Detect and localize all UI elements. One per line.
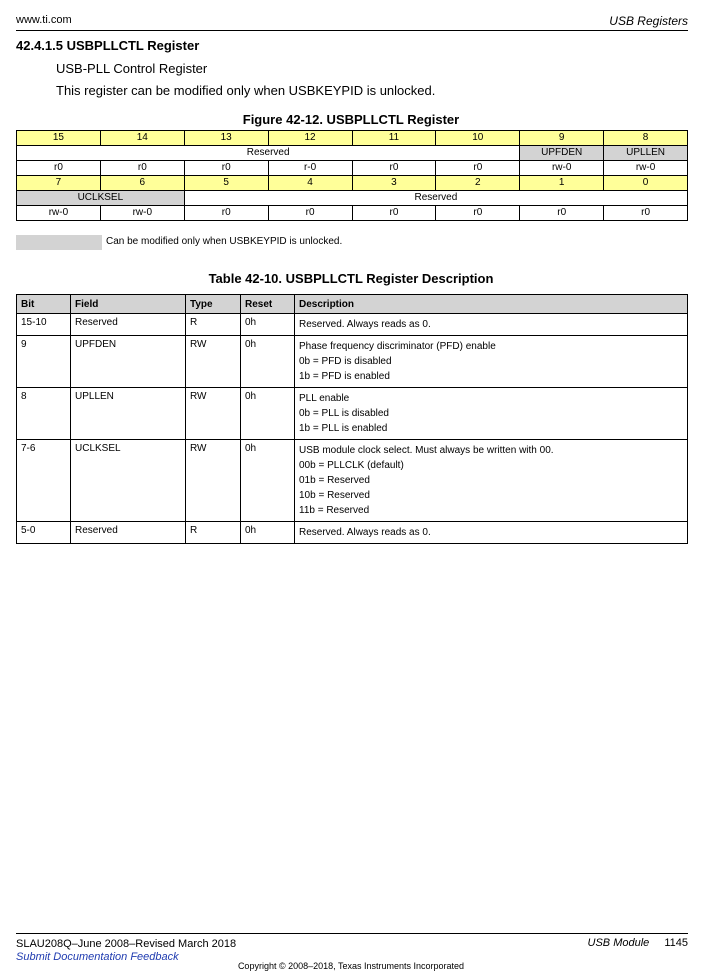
register-diagram	[16, 130, 688, 221]
bit-number: 13	[184, 131, 268, 146]
upper-bit-numbers-row	[17, 131, 688, 146]
bit-number: 15	[17, 131, 101, 146]
description-line: Reserved. Always reads as 0.	[299, 527, 431, 538]
header-bit: Bit	[17, 295, 71, 314]
bit-number: 12	[268, 131, 352, 146]
reset-cell: 0h	[241, 388, 295, 440]
description-line: 1b = PLL is enabled	[299, 423, 388, 434]
description-cell	[295, 388, 688, 440]
table-row	[17, 336, 688, 388]
description-cell	[295, 522, 688, 544]
field-upllen: UPLLEN	[604, 146, 688, 161]
field-cell: UPLLEN	[71, 388, 186, 440]
bit-number: 9	[520, 131, 604, 146]
bit-cell: 9	[17, 336, 71, 388]
access-type: r0	[436, 161, 520, 176]
description-line: 10b = Reserved	[299, 490, 370, 501]
reset-cell: 0h	[241, 314, 295, 336]
access-type: r0	[520, 206, 604, 221]
description-line: 01b = Reserved	[299, 475, 370, 486]
description-line: 1b = PFD is enabled	[299, 371, 390, 382]
bit-cell: 7-6	[17, 440, 71, 522]
bit-number: 2	[436, 176, 520, 191]
legend-text: Can be modified only when USBKEYPID is unlocked.	[106, 236, 343, 247]
footer-right	[588, 937, 688, 949]
bit-number: 11	[352, 131, 436, 146]
feedback-link[interactable]: Submit Documentation Feedback	[16, 951, 179, 963]
access-type: r-0	[268, 161, 352, 176]
access-type: r0	[184, 161, 268, 176]
field-upfden: UPFDEN	[520, 146, 604, 161]
type-cell: RW	[186, 336, 241, 388]
description-cell	[295, 314, 688, 336]
bit-cell: 5-0	[17, 522, 71, 544]
description-line: 0b = PFD is disabled	[299, 356, 392, 367]
bit-number: 3	[352, 176, 436, 191]
field-uclksel: UCLKSEL	[17, 191, 185, 206]
description-line: 0b = PLL is disabled	[299, 408, 389, 419]
bit-cell: 15-10	[17, 314, 71, 336]
running-header: USB Registers	[609, 14, 688, 28]
table-row	[17, 522, 688, 544]
access-type: rw-0	[520, 161, 604, 176]
bit-number: 1	[520, 176, 604, 191]
field-reserved-upper: Reserved	[17, 146, 520, 161]
reset-cell: 0h	[241, 440, 295, 522]
lower-fields-row	[17, 191, 688, 206]
table-title: Table 42-10. USBPLLCTL Register Description	[208, 271, 494, 286]
type-cell: R	[186, 522, 241, 544]
table-row	[17, 314, 688, 336]
access-type: r0	[604, 206, 688, 221]
description-line: 11b = Reserved	[299, 505, 370, 516]
document-id: SLAU208Q–June 2008–Revised March 2018	[16, 938, 237, 950]
upper-fields-row	[17, 146, 688, 161]
field-cell: Reserved	[71, 522, 186, 544]
legend-swatch	[16, 235, 102, 250]
access-type: r0	[100, 161, 184, 176]
table-header-row	[17, 295, 688, 314]
bit-number: 10	[436, 131, 520, 146]
figure-title: Figure 42-12. USBPLLCTL Register	[242, 112, 460, 127]
lower-access-row	[17, 206, 688, 221]
access-type: r0	[352, 206, 436, 221]
description-cell	[295, 440, 688, 522]
description-line: Reserved. Always reads as 0.	[299, 319, 431, 330]
description-line: USB module clock select. Must always be written with 00.	[299, 445, 554, 456]
bit-number: 5	[184, 176, 268, 191]
register-description-table	[16, 294, 688, 544]
section-title: 42.4.1.5 USBPLLCTL Register	[16, 38, 200, 53]
access-type: r0	[436, 206, 520, 221]
access-type: r0	[268, 206, 352, 221]
section-note: This register can be modified only when USBKEYPID is unlocked.	[56, 83, 436, 98]
section-description: USB-PLL Control Register	[56, 61, 208, 76]
page-number: 1145	[664, 937, 688, 949]
access-type: rw-0	[100, 206, 184, 221]
bit-number: 4	[268, 176, 352, 191]
reset-cell: 0h	[241, 522, 295, 544]
document-title: USB Module	[587, 937, 650, 949]
table-row	[17, 388, 688, 440]
description-line: Phase frequency discriminator (PFD) enable	[299, 341, 496, 352]
field-reserved-lower: Reserved	[184, 191, 687, 206]
bit-number: 7	[17, 176, 101, 191]
access-type: r0	[184, 206, 268, 221]
header-rule	[16, 30, 688, 31]
type-cell: R	[186, 314, 241, 336]
description-cell	[295, 336, 688, 388]
copyright: Copyright © 2008–2018, Texas Instruments Incorporated	[237, 961, 465, 971]
field-cell: UCLKSEL	[71, 440, 186, 522]
header-field: Field	[71, 295, 186, 314]
type-cell: RW	[186, 440, 241, 522]
bit-number: 14	[100, 131, 184, 146]
site-url[interactable]: www.ti.com	[16, 14, 72, 26]
bit-number: 8	[604, 131, 688, 146]
access-type: r0	[352, 161, 436, 176]
description-line: 00b = PLLCLK (default)	[299, 460, 404, 471]
header-description: Description	[295, 295, 688, 314]
access-type: rw-0	[604, 161, 688, 176]
type-cell: RW	[186, 388, 241, 440]
upper-access-row	[17, 161, 688, 176]
field-cell: Reserved	[71, 314, 186, 336]
bit-cell: 8	[17, 388, 71, 440]
access-type: r0	[17, 161, 101, 176]
table-row	[17, 440, 688, 522]
header-type: Type	[186, 295, 241, 314]
lower-bit-numbers-row	[17, 176, 688, 191]
access-type: rw-0	[17, 206, 101, 221]
bit-number: 6	[100, 176, 184, 191]
description-line: PLL enable	[299, 393, 350, 404]
reset-cell: 0h	[241, 336, 295, 388]
header-reset: Reset	[241, 295, 295, 314]
field-cell: UPFDEN	[71, 336, 186, 388]
footer-rule	[16, 933, 688, 934]
bit-number: 0	[604, 176, 688, 191]
